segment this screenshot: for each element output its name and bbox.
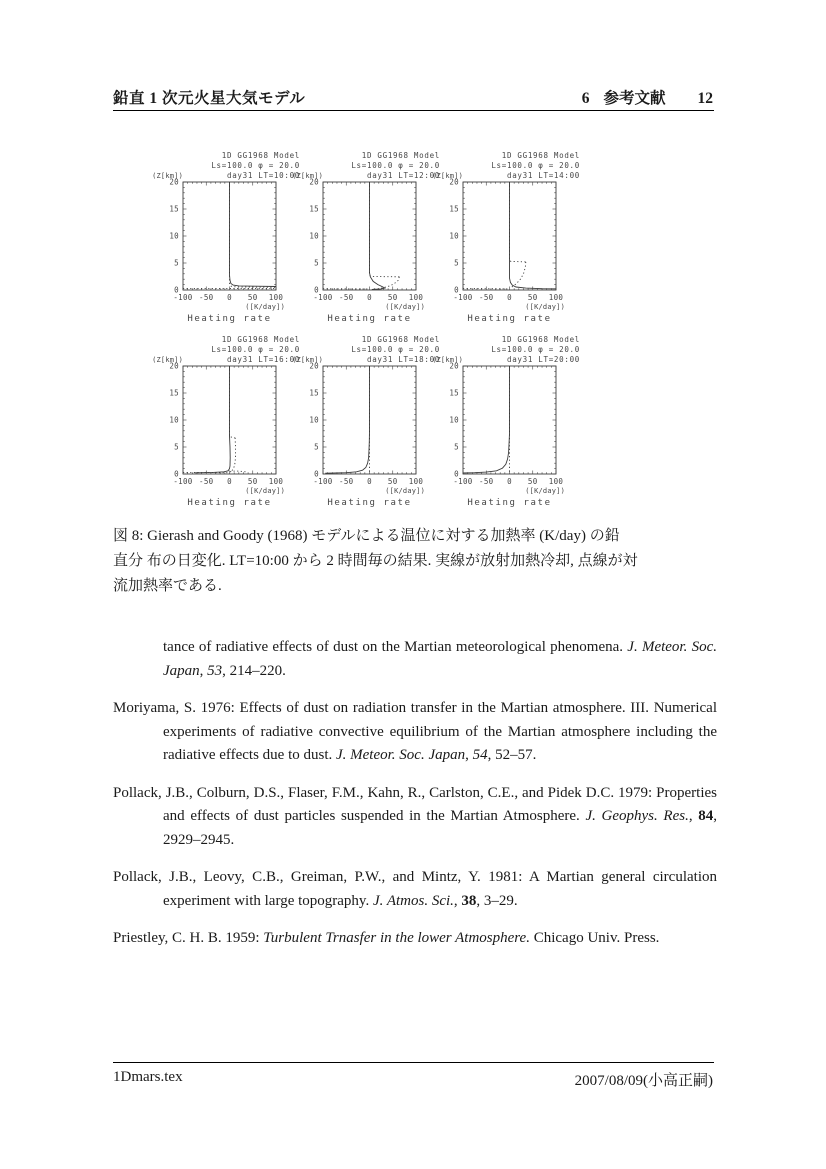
plot-title-line: Ls=100.0 φ = 20.0 — [211, 345, 300, 354]
convective-line — [230, 366, 236, 438]
caption-line: 流加熱率である. — [113, 578, 222, 594]
plot-title-line: day31 LT=18:00 — [366, 355, 440, 364]
y-tick-label: 5 — [454, 258, 459, 268]
convective-line — [230, 471, 246, 472]
footer-filename: 1Dmars.tex — [113, 1069, 183, 1085]
plot-title-line: Ls=100.0 φ = 20.0 — [351, 345, 440, 354]
radiative-line — [370, 182, 385, 289]
reference-text: , — [453, 892, 462, 909]
running-header-title: 鉛直 1 次元火星大気モデル — [113, 90, 306, 107]
y-tick-label: 10 — [169, 415, 179, 425]
y-tick-label: 20 — [449, 361, 459, 371]
reference-entry — [113, 866, 717, 913]
y-tick-label: 15 — [449, 204, 459, 214]
convective-line — [230, 438, 236, 472]
x-tick-label: 50 — [247, 477, 258, 486]
y-tick-label: 20 — [169, 361, 179, 371]
x-tick-label: 50 — [387, 293, 398, 302]
section-number: 6 — [581, 90, 590, 107]
radiative-line — [463, 366, 510, 473]
reference-entry — [113, 927, 717, 951]
x-tick-label: -100 — [173, 477, 193, 486]
reference-text: 54 — [472, 747, 488, 763]
caption-line: 図 8: Gierash and Goody (1968) モデルによる温位に対する加熱率 (K/day) の鉛 — [113, 528, 620, 544]
reference-text: Chicago Univ. Press. — [529, 930, 660, 946]
reference-text: J. Meteor. Soc. Japan — [163, 639, 718, 679]
y-axis-unit-label: (Z[km]) — [292, 356, 323, 364]
x-tick-label: -100 — [313, 293, 333, 302]
x-tick-label: 0 — [507, 293, 512, 302]
heating-rate-panel-1 — [137, 150, 300, 328]
reference-text: tance of radiative effects of dust on the Martian meteorological phenomena. — [163, 639, 628, 655]
footer-rule — [113, 1062, 714, 1063]
y-tick-label: 10 — [449, 415, 459, 425]
x-tick-label: 100 — [408, 293, 424, 302]
plot-title-line: 1D GG1968 Model — [361, 151, 440, 160]
x-tick-label: 0 — [227, 477, 232, 486]
x-tick-label: -100 — [453, 477, 473, 486]
x-tick-label: 0 — [367, 477, 372, 486]
reference-text: Turbulent Trnasfer in the lower Atmosphere. — [263, 930, 530, 946]
x-tick-label: -50 — [339, 293, 354, 302]
convective-line — [510, 182, 526, 262]
reference-entry — [113, 636, 717, 683]
x-axis-title: Heating rate — [187, 498, 272, 508]
reference-text: 53 — [207, 662, 223, 679]
y-tick-label: 20 — [169, 177, 179, 187]
section-title: 参考文献 — [603, 90, 666, 107]
reference-text: , 2929–2945. — [163, 808, 718, 848]
y-tick-label: 5 — [454, 442, 459, 452]
heating-rate-panel-4 — [137, 334, 300, 512]
y-tick-label: 0 — [454, 469, 459, 479]
y-tick-label: 5 — [174, 442, 179, 452]
x-tick-label: 0 — [227, 293, 232, 302]
y-axis-unit-label: (Z[km]) — [152, 356, 183, 364]
x-tick-label: 100 — [408, 477, 424, 486]
y-tick-label: 10 — [169, 231, 179, 241]
y-tick-label: 0 — [454, 285, 459, 295]
reference-text: J. Geophys. Res. — [585, 808, 689, 824]
x-tick-label: 0 — [367, 293, 372, 302]
x-tick-label: -50 — [479, 477, 494, 486]
x-tick-label: -100 — [453, 293, 473, 302]
y-tick-label: 10 — [309, 415, 319, 425]
x-axis-title: Heating rate — [467, 498, 552, 508]
y-tick-label: 15 — [169, 388, 179, 398]
reference-text: , — [688, 808, 699, 824]
reference-text: 38 — [461, 892, 477, 909]
x-axis-title: Heating rate — [187, 314, 272, 324]
x-tick-label: 50 — [247, 293, 258, 302]
radiative-line — [195, 366, 231, 473]
reference-text: , — [465, 747, 473, 763]
reference-entry — [113, 697, 717, 768]
radiative-line — [230, 182, 277, 287]
x-axis-unit-label: ([K/day]) — [525, 487, 565, 495]
reference-text: , 52–57. — [487, 747, 537, 763]
y-tick-label: 15 — [309, 388, 319, 398]
x-tick-label: 100 — [268, 477, 284, 486]
heating-rate-panel-3 — [417, 150, 580, 328]
reference-text: Moriyama, S. 1976: Effects of dust on radiation transfer in the Martian atmosphere. III. Numerical experiments of radiative convective equilibrium of the Martian atmosphere including the radiative effects due to dust. — [113, 700, 717, 763]
x-tick-label: 100 — [268, 293, 284, 302]
y-tick-label: 15 — [309, 204, 319, 214]
heating-rate-panel-2 — [277, 150, 440, 328]
y-tick-label: 15 — [449, 388, 459, 398]
convective-line — [463, 288, 508, 289]
x-tick-label: 100 — [548, 477, 564, 486]
plot-title-line: 1D GG1968 Model — [501, 335, 580, 344]
y-axis-unit-label: (Z[km]) — [152, 172, 183, 180]
y-tick-label: 20 — [309, 177, 319, 187]
y-tick-label: 0 — [314, 285, 319, 295]
y-tick-label: 10 — [309, 231, 319, 241]
footer-date-author: 2007/08/09(小高正嗣) — [574, 1073, 713, 1089]
radiative-line — [325, 366, 369, 473]
caption-line: 直分 布の日変化. LT=10:00 から 2 時間毎の結果. 実線が放射加熱冷却, 点線が対 — [113, 553, 638, 569]
running-header-section — [582, 86, 713, 108]
references-list — [113, 636, 717, 965]
y-axis-unit-label: (Z[km]) — [432, 356, 463, 364]
plot-title-line: day31 LT=10:00 — [226, 171, 300, 180]
plot-title-line: Ls=100.0 φ = 20.0 — [211, 161, 300, 170]
y-tick-label: 20 — [449, 177, 459, 187]
x-tick-label: 50 — [527, 293, 538, 302]
reference-text: J. Meteor. Soc. Japan — [336, 747, 466, 763]
x-tick-label: -50 — [479, 293, 494, 302]
convective-line — [230, 182, 277, 287]
y-tick-label: 0 — [174, 469, 179, 479]
reference-text: Pollack, J.B., Leovy, C.B., Greiman, P.W., and Mintz, Y. 1981: A Martian general circulation experiment with large topography. — [113, 869, 717, 909]
x-tick-label: 100 — [548, 293, 564, 302]
x-tick-label: 0 — [507, 477, 512, 486]
reference-text: Priestley, C. H. B. 1959: — [113, 930, 264, 946]
plot-title-line: day31 LT=16:00 — [226, 355, 300, 364]
x-axis-unit-label: ([K/day]) — [385, 303, 425, 311]
x-tick-label: 50 — [527, 477, 538, 486]
reference-text: 84 — [698, 808, 714, 824]
plot-title-line: Ls=100.0 φ = 20.0 — [491, 161, 580, 170]
y-tick-label: 0 — [314, 469, 319, 479]
heating-rate-panel-5 — [277, 334, 440, 512]
x-tick-label: -50 — [199, 477, 214, 486]
x-axis-title: Heating rate — [467, 314, 552, 324]
x-axis-unit-label: ([K/day]) — [385, 487, 425, 495]
convective-line — [370, 182, 400, 277]
x-tick-label: -50 — [339, 477, 354, 486]
y-tick-label: 5 — [314, 258, 319, 268]
plot-title-line: 1D GG1968 Model — [361, 335, 440, 344]
plot-title-line: day31 LT=14:00 — [506, 171, 580, 180]
convective-line — [511, 262, 525, 287]
reference-text: , 3–29. — [476, 892, 518, 909]
x-axis-unit-label: ([K/day]) — [525, 303, 565, 311]
plot-title-line: day31 LT=12:00 — [366, 171, 440, 180]
reference-text: , 214–220. — [222, 662, 286, 679]
y-tick-label: 15 — [169, 204, 179, 214]
plot-title-line: 1D GG1968 Model — [501, 151, 580, 160]
x-axis-title: Heating rate — [327, 314, 412, 324]
heating-rate-panel-6 — [417, 334, 580, 512]
y-tick-label: 5 — [174, 258, 179, 268]
figure-8-caption — [113, 524, 753, 599]
reference-text: , — [199, 662, 208, 679]
plot-title-line: Ls=100.0 φ = 20.0 — [491, 345, 580, 354]
header-rule — [113, 110, 714, 111]
x-tick-label: 50 — [387, 477, 398, 486]
x-tick-label: -50 — [199, 293, 214, 302]
plot-title-line: 1D GG1968 Model — [221, 151, 300, 160]
y-axis-unit-label: (Z[km]) — [292, 172, 323, 180]
figure-8-plot-grid — [137, 150, 580, 518]
x-axis-unit-label: ([K/day]) — [245, 303, 285, 311]
reference-text: J. Atmos. Sci. — [372, 892, 454, 909]
x-tick-label: -100 — [313, 477, 333, 486]
y-axis-unit-label: (Z[km]) — [432, 172, 463, 180]
x-tick-label: -100 — [173, 293, 193, 302]
plot-title-line: Ls=100.0 φ = 20.0 — [351, 161, 440, 170]
page-number: 12 — [697, 90, 713, 107]
radiative-line — [510, 182, 557, 289]
reference-text: Pollack, J.B., Colburn, D.S., Flaser, F.M., Kahn, R., Carlston, C.E., and Pidek D.C. 1979: Properties and effects of dust particles suspended in the Martian Atmosphere. — [113, 784, 717, 824]
plot-title-line: day31 LT=20:00 — [506, 355, 580, 364]
plot-title-line: 1D GG1968 Model — [221, 335, 300, 344]
y-tick-label: 10 — [449, 231, 459, 241]
y-tick-label: 5 — [314, 442, 319, 452]
y-tick-label: 0 — [174, 285, 179, 295]
x-axis-unit-label: ([K/day]) — [245, 487, 285, 495]
y-tick-label: 20 — [309, 361, 319, 371]
x-axis-title: Heating rate — [327, 498, 412, 508]
reference-entry — [113, 782, 717, 853]
